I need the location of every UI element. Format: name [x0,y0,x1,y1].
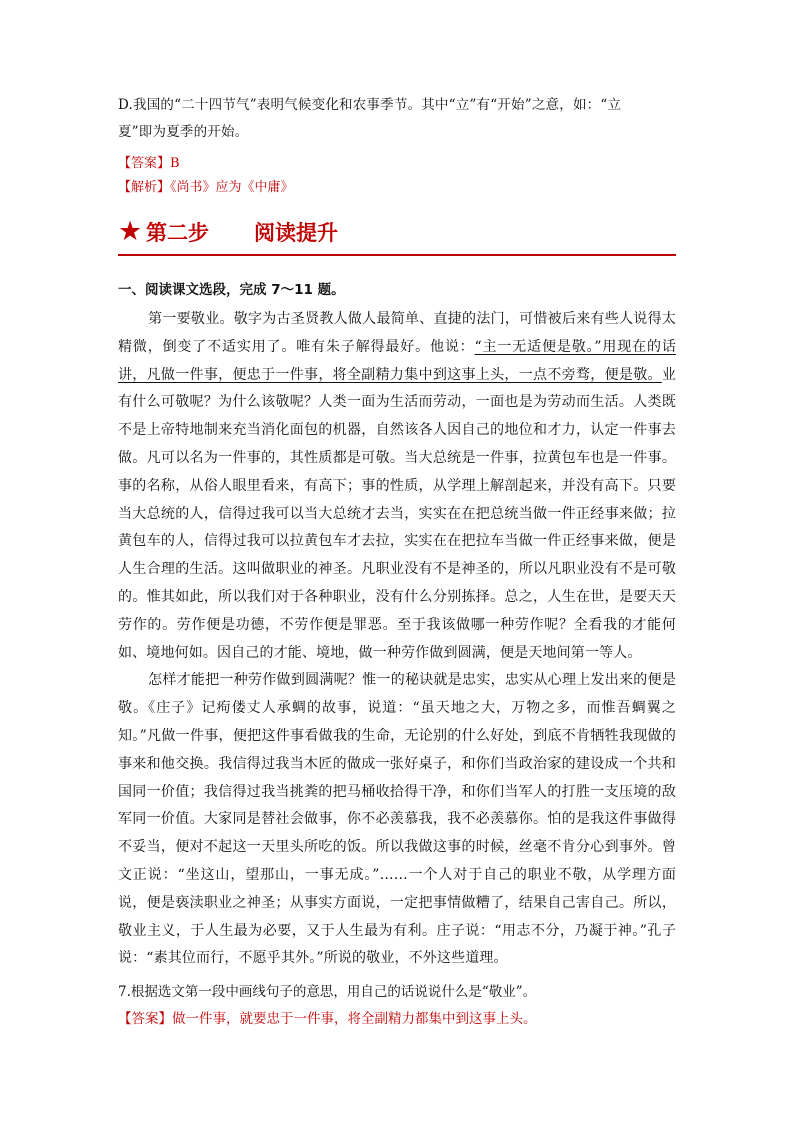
section-title: 阅读提升 [254,220,338,245]
q7-answer-text: 做一件事，就要忠于一件事，将全副精力都集中到这事上头。 [172,1011,537,1028]
p1-underlined-sentence: “主一无适便是敬。”用现在的话讲，凡做一件事，便忠于一件事，将全副精力集中到这事上头，一点不旁骛，便是敬。 [118,338,676,383]
option-d-line1: D.我国的“二十四节气”表明气候变化和农事季节。其中“立”有“开始”之意，如：“立 [118,97,622,113]
answer-label: 【答案】 [118,156,171,171]
star-icon: ★ [118,216,143,247]
question-group-title: 一、阅读课文选段，完成 7～11 题。 [118,282,345,298]
question-7: 7.根据选文第一段中画线句子的意思，用自己的话说说什么是“敬业”。 [118,984,537,1001]
q7-answer-label: 【答案】 [118,1011,172,1028]
answer-b [118,152,676,176]
p1-after: 业有什么可敬呢？为什么该敬呢？人类一面为生活而劳动，一面也是为劳动而生活。人类既不是上帝特地制来充当消化面包的机器，自然该各人因自己的地位和才力，认定一件事去做。凡可以名为一件事的，其性质都是可敬。当大总统是一件事，拉黄包车也是一件事。事的名称，从俗人眼里看来，有高下；事的性质，从学理上解剖起来，并没有高下。只要当大总统的人，信得过我可以当大总统才去当，实实在在把总统当做一件正经事来做；拉黄包车的人，信得过我可以拉黄包车才去拉，实实在在把拉车当做一件正经事来做，便是人生合理的生活。这叫做职业的神圣。凡职业没有不是神圣的，所以凡职业没有不是可敬的。惟其如此，所以我们对于各种职业，没有什么分别拣择。总之，人生在世，是要天天劳作的。劳作便是功德，不劳作便是罪恶。至于我该做哪一种劳作呢？全看我的才能何如、境地何如。因自己的才能、境地，做一种劳作做到圆满，便是天地间第一等人。 [118,366,676,661]
section-step: 第二步 [146,220,209,245]
answer-value: B [170,156,180,171]
analysis [118,176,676,200]
option-d-line2: 夏”即为夏季的开始。 [118,124,249,140]
section-header [118,214,676,256]
document-page [118,92,676,1033]
p1-before: 第一要敬业。敬字为古圣贤教人做人最简单、直捷的法门，可惜被后来有些人说得太精微，倒变了不适实用了。唯有朱子解得最好。他说： [118,311,676,355]
passage-paragraph-1 [118,306,676,667]
analysis-label: 【解析】 [118,180,171,195]
question-7-answer [118,1005,676,1033]
analysis-text: 《尚书》应为《中庸》 [170,180,294,195]
passage-paragraph-2 [118,667,676,973]
p2-text: 怎样才能把一种劳作做到圆满呢？惟一的秘诀就是忠实，忠实从心理上发出来的便是敬。《庄子》记痀偻丈人承蜩的故事，说道：“虽天地之大，万物之多，而惟吾蜩翼之知。”凡做一件事，便把这件事看做我的生命，无论别的什么好处，到底不肯牺牲我现做的事来和他交换。我信得过我当木匠的做成一张好桌子，和你们当政治家的建设成一个共和国同一价值；我信得过我当挑粪的把马桶收拾得干净，和你们当军人的打胜一支压境的敌军同一价值。大家同是替社会做事，你不必羡慕我，我不必羡慕你。怕的是我这件事做得不妥当，便对不起这一天里头所吃的饭。所以我做这事的时候，丝毫不肯分心到事外。曾文正说：“坐这山，望那山，一事无成。”……一个人对于自己的职业不敬，从学理方面说，便是亵渎职业之神圣；从事实方面说，一定把事情做糟了，结果自己害自己。所以，敬业主义，于人生最为必要，又于人生最为有利。庄子说：“用志不分，乃凝于神。”孔子说：“素其位而行，不愿乎其外。”所说的敬业，不外这些道理。 [118,672,676,967]
